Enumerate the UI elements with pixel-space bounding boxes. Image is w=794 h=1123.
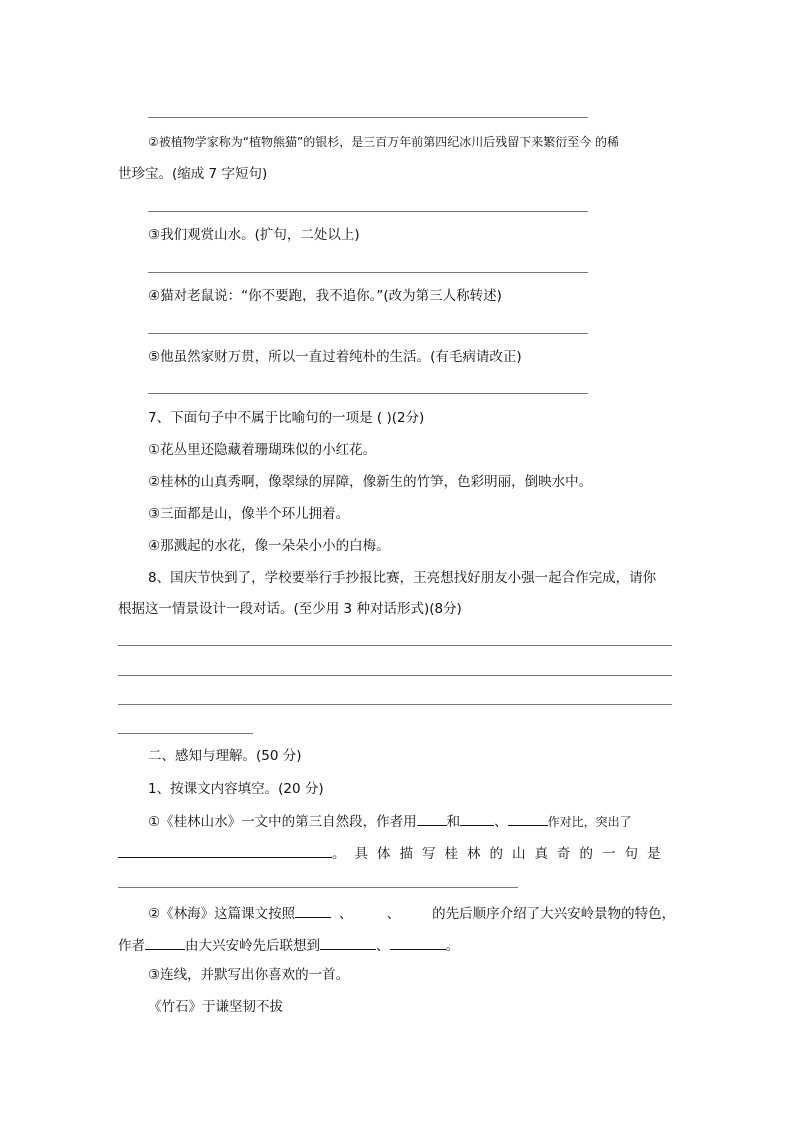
q1-1-text-start: ①《桂林山水》一文中的第三自然段，作者用 [148, 814, 417, 830]
fill-blank[interactable] [508, 810, 548, 826]
question-6-2-line-2: 世珍宝。(缩成 7 字短句) [118, 166, 268, 182]
q1-2-text-start: ②《林海》这篇课文按照 [148, 906, 296, 922]
q1-1-text-dun: 、 [494, 814, 508, 830]
answer-line [148, 117, 588, 118]
fill-blank[interactable] [417, 810, 447, 826]
q1-2-text-rest: 的先后顺序介绍了大兴安岭景物的特色， [432, 906, 676, 922]
q1-1-text-he: 和 [446, 814, 461, 830]
q1-1-text-after-blank: 。具体描写桂林的山真奇的一句是 [332, 846, 670, 862]
answer-line-short [118, 733, 253, 734]
q1-1-text-compare: 作对比，突出了 [547, 815, 632, 829]
q1-2-line-2-sep: 、 [376, 938, 390, 954]
question-6-4: ④猫对老鼠说：“你不要跑，我不追你。”(改为第三人称转述) [148, 288, 502, 304]
question-7-option-4: ④那溅起的水花，像一朵朵小小的白梅。 [148, 538, 390, 554]
fill-blank[interactable] [460, 810, 494, 826]
fill-blank[interactable] [145, 934, 185, 950]
section-2-q1-1-line-2 [118, 842, 670, 864]
fill-blank[interactable] [295, 902, 331, 918]
section-2-heading: 二、感知与理解。(50 分) [148, 748, 302, 764]
q1-2-line-2-end: 。 [445, 938, 459, 954]
question-8-line-1: 8、国庆节快到了，学校要举行手抄报比赛，王亮想找好朋友小强一起合作完成，请你 [148, 570, 657, 586]
question-7-option-2: ②桂林的山真秀啊，像翠绿的屏障，像新生的竹笋，色彩明丽，倒映水中。 [148, 474, 593, 490]
answer-line [148, 272, 588, 273]
answer-line [148, 393, 588, 394]
question-6-3: ③我们观赏山水。(扩句，二处以上) [148, 227, 360, 243]
question-7-option-1: ①花丛里还隐藏着珊瑚珠似的小红花。 [148, 442, 377, 458]
section-2-q1-2-line-2 [118, 934, 459, 956]
fill-blank[interactable] [390, 934, 446, 950]
section-2-q1-3: ③连线，并默写出你喜欢的一首。 [148, 967, 350, 983]
answer-line [118, 887, 518, 888]
question-8-line-2: 根据这一情景设计一段对话。(至少用 3 种对话形式)(8分) [118, 601, 462, 617]
section-2-q1-2-line-1 [148, 902, 675, 924]
match-item-zhushi[interactable]: 《竹石》于谦坚韧不拔 [148, 999, 283, 1015]
q1-2-sep-2: 、 [386, 906, 401, 922]
answer-line [118, 645, 672, 646]
section-2-q1-heading: 1、按课文内容填空。(20 分) [148, 781, 324, 797]
q1-2-line-2-start: 作者 [118, 938, 145, 954]
question-7-option-3: ③三面都是山，像半个环儿拥着。 [148, 506, 350, 522]
fill-blank[interactable] [320, 934, 376, 950]
answer-line [148, 211, 588, 212]
question-6-2-line-1: ②被植物学家称为“植物熊猫”的银杉，是三百万年前第四纪冰川后残留下来繁衍至今 的稀 [148, 135, 620, 149]
q1-2-sep-1: 、 [339, 906, 353, 922]
fill-blank[interactable] [118, 842, 332, 858]
question-6-5: ⑤他虽然家财万贯，所以一直过着纯朴的生活。(有毛病请改正) [148, 349, 522, 365]
question-7-stem: 7、下面句子中不属于比喻句的一项是 ( )(2分) [148, 410, 425, 426]
answer-line [148, 333, 588, 334]
answer-line [118, 704, 672, 705]
section-2-q1-1-line-1 [148, 810, 632, 832]
q1-2-line-2-mid: 由大兴安岭先后联想到 [185, 938, 320, 954]
answer-line [118, 675, 672, 676]
